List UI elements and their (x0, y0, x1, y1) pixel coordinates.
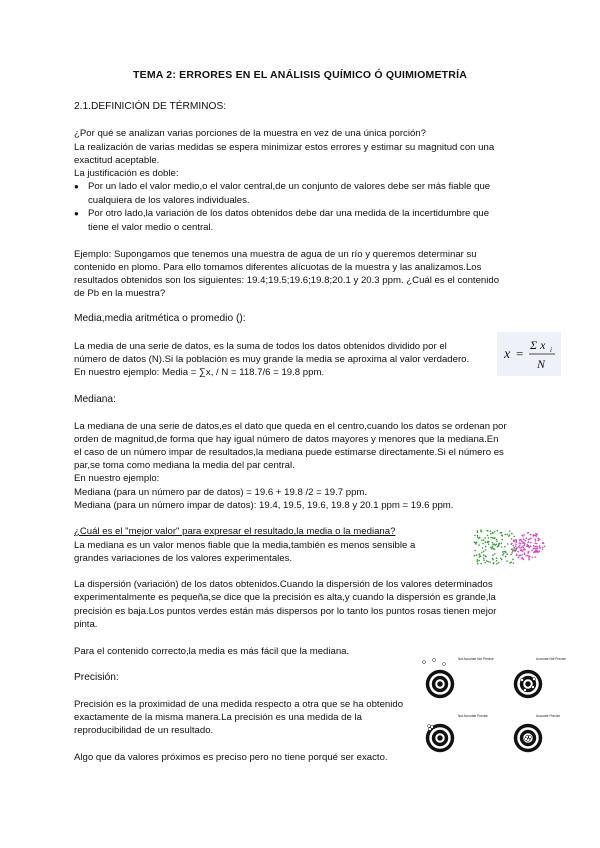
scatter-point-green (481, 552, 483, 554)
target-hit (423, 661, 426, 664)
scatter-point-green (514, 547, 516, 549)
scatter-point-pink (535, 539, 537, 541)
scatter-point-pink (535, 535, 537, 537)
scatter-point-pink (519, 544, 521, 546)
target-hit (525, 738, 528, 741)
scatter-point-pink (525, 540, 527, 542)
scatter-point-green (512, 559, 514, 561)
scatter-point-green (504, 534, 506, 536)
scatter-point-pink (543, 543, 545, 545)
scatter-point-pink (527, 532, 529, 534)
scatter-point-green (494, 553, 496, 555)
scatter-point-green (479, 556, 481, 558)
scatter-point-green (500, 557, 502, 559)
scatter-point-pink (524, 549, 526, 551)
scatter-point-pink (532, 557, 534, 559)
media-line: La media de una serie de datos, es la suma de todos los datos obtenidos dividido por el (74, 341, 447, 352)
contenido-line: Para el contenido correcto,la media es más fácil que la mediana. (74, 646, 350, 657)
scatter-point-green (489, 561, 491, 563)
scatter-point-green (506, 553, 508, 555)
scatter-point-pink (540, 547, 542, 549)
scatter-point-green (490, 533, 492, 535)
scatter-point-green (505, 556, 507, 558)
intro-line: exactitud aceptable. (74, 155, 160, 166)
scatter-point-pink (536, 543, 538, 545)
scatter-point-green (490, 547, 492, 549)
list-item-text: ● Por otro lado,la variación de los datos obtenidos debe dar una medida de la incertidumbre que (88, 208, 490, 220)
scatter-point-green (484, 562, 486, 564)
example-line: contenido en plomo. Para ello tomamos diferentes alícuotas de la muestra y las analizamos.Los (74, 262, 482, 273)
target-hit (433, 659, 436, 662)
scatter-point-pink (511, 543, 513, 545)
mediana-line: Mediana (para un número impar de datos): 19.4, 19.5, 19.6, 19.8 y 20.1 ppm = 19.6 ppm. (74, 500, 454, 511)
scatter-point-pink (534, 551, 536, 553)
scatter-point-green (508, 535, 510, 537)
scatter-point-pink (531, 550, 533, 552)
scatter-point-green (475, 542, 477, 544)
precision-line: Precisión es la proximidad de una medida respecto a otra que se ha obtenido (74, 699, 404, 710)
scatter-point-pink (533, 548, 535, 550)
mediana-line: el caso de un número impar de resultados,la mediana puede estimarse directamente.Si el número es (74, 447, 504, 458)
scatter-point-pink (528, 551, 530, 553)
scatter-point-green (494, 538, 496, 540)
dispersion-scatter-image (456, 522, 566, 570)
scatter-point-green (498, 543, 500, 545)
scatter-point-green (477, 535, 479, 537)
scatter-point-green (487, 535, 489, 537)
scatter-point-pink (515, 550, 517, 552)
scatter-point-green (493, 563, 495, 565)
scatter-point-green (501, 546, 503, 548)
scatter-point-green (496, 539, 498, 541)
target-hit (521, 679, 524, 682)
scatter-point-green (507, 543, 509, 545)
scatter-point-pink (523, 552, 525, 554)
scatter-point-pink (538, 540, 540, 542)
precision-heading: Precisión: (74, 672, 119, 683)
scatter-point-pink (518, 557, 520, 559)
scatter-point-pink (537, 538, 539, 540)
scatter-point-pink (530, 545, 532, 547)
scatter-point-green (494, 544, 496, 546)
scatter-point-green (479, 537, 481, 539)
scatter-point-green (490, 530, 492, 532)
bullseye-target (426, 670, 454, 698)
scatter-point-pink (533, 545, 535, 547)
scatter-point-green (477, 532, 479, 534)
scatter-point-pink (544, 546, 546, 548)
target-hit (431, 726, 434, 729)
scatter-point-green (478, 560, 480, 562)
formula-denominator: N (537, 357, 546, 371)
scatter-point-pink (529, 556, 531, 558)
scatter-point-green (498, 545, 500, 547)
scatter-point-green (474, 555, 476, 557)
formula-equals: = (516, 346, 524, 361)
scatter-point-green (480, 529, 482, 531)
scatter-point-pink (522, 551, 524, 553)
scatter-point-green (485, 541, 487, 543)
dispersion-line: precisión es baja.Los puntos verdes están más dispersos por lo tanto los puntos rosas tienen mejor (74, 606, 497, 617)
dispersion-line: pinta. (74, 619, 98, 630)
accuracy-precision-targets-image (418, 654, 566, 764)
scatter-point-pink (517, 551, 519, 553)
scatter-point-pink (542, 549, 544, 551)
scatter-point-green (485, 549, 487, 551)
scatter-point-green (492, 542, 494, 544)
scatter-point-pink (530, 534, 532, 536)
section-heading: 2.1.DEFINICIÓN DE TÉRMINOS: (74, 101, 227, 112)
list-item-text: ● Por un lado el valor medio,o el valor central,de un conjunto de valores debe ser más fiable que (88, 181, 491, 192)
scatter-point-pink (516, 549, 518, 551)
target-hit (524, 689, 527, 692)
scatter-point-pink (521, 547, 523, 549)
media-line: número de datos (N).Si la población es muy grande la media se aproxima al valor verdadero. (74, 354, 470, 365)
scatter-point-green (502, 554, 504, 556)
scatter-point-green (496, 560, 498, 562)
best-value-line: grandes variaciones de los valores experimentales. (74, 553, 293, 564)
target-hit (533, 678, 536, 681)
scatter-point-pink (539, 539, 541, 541)
scatter-point-green (483, 559, 485, 561)
scatter-point-green (492, 559, 494, 561)
scatter-point-pink (529, 546, 531, 548)
scatter-point-pink (519, 555, 521, 557)
scatter-point-pink (533, 534, 535, 536)
scatter-point-green (477, 561, 479, 563)
scatter-point-pink (521, 558, 523, 560)
scatter-point-green (484, 537, 486, 539)
scatter-point-pink (528, 559, 530, 561)
example-line: de Pb en la muestra? (74, 288, 166, 299)
scatter-point-green (514, 548, 516, 550)
target-label-not-accurate-not-precise: Not Accurate Not Precise (458, 657, 494, 661)
scatter-point-green (480, 563, 482, 565)
scatter-point-green (510, 554, 512, 556)
algo-line: Algo que da valores próximos es preciso pero no tiene porqué ser exacto. (74, 752, 388, 763)
mediana-line: En nuestro ejemplo: (74, 473, 160, 484)
scatter-point-pink (536, 534, 538, 536)
scatter-point-green (485, 555, 487, 557)
intro-line: La justificación es doble: (74, 168, 179, 179)
scatter-point-pink (523, 549, 525, 551)
media-line: En nuestro ejemplo: Media = ∑x, / N = 118.7/6 = 19.8 ppm. (74, 367, 325, 378)
scatter-point-green (502, 551, 504, 553)
scatter-point-pink (535, 540, 537, 542)
target-hit (532, 686, 535, 689)
scatter-point-pink (522, 554, 524, 556)
scatter-point-green (511, 538, 513, 540)
target-label-accurate-precise: Accurate Precise (536, 714, 561, 718)
scatter-point-pink (512, 548, 514, 550)
scatter-point-green (504, 546, 506, 548)
scatter-point-pink (527, 544, 529, 546)
dispersion-line: experimentalmente es pequeña,se dice que la precisión es alta,y cuando la dispersión es grande,la (74, 592, 496, 603)
scatter-point-green (488, 543, 490, 545)
scatter-point-pink (523, 559, 525, 561)
scatter-point-pink (525, 555, 527, 557)
scatter-point-green (492, 554, 494, 556)
scatter-point-pink (535, 542, 537, 544)
scatter-point-green (496, 540, 498, 542)
scatter-point-pink (522, 545, 524, 547)
example-line: Ejemplo: Supongamos que tenemos una muestra de agua de un río y queremos determinar su (74, 249, 477, 260)
scatter-point-green (492, 548, 494, 550)
scatter-point-green (502, 535, 504, 537)
scatter-point-green (485, 546, 487, 548)
scatter-point-green (501, 539, 503, 541)
target-label-accurate-not-precise: Accurate Not Precise (536, 657, 566, 661)
scatter-point-green (487, 530, 489, 532)
scatter-point-green (474, 535, 476, 537)
scatter-point-pink (520, 539, 522, 541)
list-item (74, 180, 524, 207)
scatter-point-green (513, 562, 515, 564)
scatter-point-pink (528, 557, 530, 559)
scatter-point-pink (514, 539, 516, 541)
best-value-line: La mediana es un valor menos fiable que la media,también es menos sensible a (74, 540, 416, 551)
list-item-text: tiene el valor medio o central. (88, 221, 214, 233)
target-hit (428, 725, 431, 728)
scatter-point-green (506, 560, 508, 562)
scatter-point-pink (523, 534, 525, 536)
scatter-point-pink (521, 540, 523, 542)
mediana-line: par,se toma como mediana la media del par central. (74, 460, 295, 471)
scatter-point-pink (526, 537, 528, 539)
dispersion-line: La dispersión (variación) de los datos obtenidos.Cuando la dispersión de los valores determinados (74, 579, 493, 590)
scatter-point-green (479, 553, 481, 555)
scatter-point-pink (519, 547, 521, 549)
scatter-point-green (503, 551, 505, 553)
scatter-point-green (510, 561, 512, 563)
scatter-point-green (476, 559, 478, 561)
scatter-point-green (496, 557, 498, 559)
scatter-point-green (477, 536, 479, 538)
scatter-point-pink (539, 550, 541, 552)
scatter-point-green (501, 559, 503, 561)
scatter-point-green (487, 541, 489, 543)
scatter-point-pink (516, 547, 518, 549)
scatter-point-green (482, 543, 484, 545)
scatter-point-green (483, 539, 485, 541)
scatter-point-green (477, 563, 479, 565)
formula-subscript: i (550, 346, 552, 354)
mediana-line: orden de magnitud,de forma que hay igual número de datos mayores y menores que la mediana.En (74, 434, 499, 445)
intro-line: La realización de varias medidas se espera minimizar estos errores y estimar su magnitud con una (74, 142, 495, 153)
scatter-point-green (483, 557, 485, 559)
scatter-point-pink (519, 542, 521, 544)
scatter-point-pink (534, 556, 536, 558)
scatter-point-green (474, 550, 476, 552)
scatter-point-pink (513, 545, 515, 547)
scatter-point-green (488, 537, 490, 539)
scatter-point-green (499, 532, 501, 534)
intro-question: ¿Por qué se analizan varias porciones de la muestra en vez de una única porción? (74, 128, 426, 139)
scatter-point-green (494, 531, 496, 533)
list-item-text: cualquiera de los valores individuales. (88, 194, 250, 206)
scatter-point-pink (539, 545, 541, 547)
scatter-point-green (487, 561, 489, 563)
scatter-point-green (494, 548, 496, 550)
media-heading: Media,media aritmética o promedio (): (74, 313, 246, 324)
justification-list (74, 180, 524, 234)
scatter-point-pink (516, 540, 518, 542)
scatter-point-green (483, 551, 485, 553)
scatter-point-green (501, 532, 503, 534)
scatter-point-green (506, 534, 508, 536)
scatter-point-pink (513, 541, 515, 543)
document-title: TEMA 2: ERRORES EN EL ANÁLISIS QUÍMICO Ó QUIMIOMETRÍA (133, 69, 467, 81)
mediana-line: La mediana de una serie de datos,es el dato que queda en el centro,cuando los datos se ordenan por (74, 421, 507, 432)
scatter-point-green (503, 553, 505, 555)
precision-line: exactamente de la misma manera.La precisión es una medida de la (74, 712, 362, 723)
scatter-point-pink (522, 535, 524, 537)
scatter-point-green (476, 554, 478, 556)
scatter-point-green (501, 543, 503, 545)
mediana-line: Mediana (para un número par de datos) = 19.6 + 19.8 /2 = 19.7 ppm. (74, 487, 368, 498)
scatter-point-pink (530, 542, 532, 544)
scatter-point-pink (534, 546, 536, 548)
mean-formula-image (497, 332, 561, 376)
scatter-point-green (492, 546, 494, 548)
scatter-point-pink (523, 541, 525, 543)
scatter-point-pink (524, 544, 526, 546)
scatter-point-pink (515, 545, 517, 547)
precision-line: reproducibilidad de un resultado. (74, 725, 214, 736)
example-line: resultados obtenidos son los siguientes: 19.4;19.5;19.6;19.8;20.1 y 20.3 ppm. ¿Cuál es el contenido (74, 275, 500, 286)
scatter-point-pink (515, 544, 517, 546)
target-label-not-accurate-precise: Not Accurate Precise (458, 714, 488, 718)
scatter-point-pink (537, 548, 539, 550)
formula-numerator: Σ x (530, 338, 546, 352)
list-item (74, 207, 524, 234)
target-hit (529, 736, 532, 739)
scatter-point-green (496, 563, 498, 565)
scatter-point-green (511, 552, 513, 554)
scatter-point-green (509, 530, 511, 532)
scatter-point-green (477, 530, 479, 532)
scatter-point-green (490, 537, 492, 539)
scatter-point-green (482, 547, 484, 549)
scatter-point-green (481, 540, 483, 542)
scatter-point-green (497, 530, 499, 532)
scatter-point-green (513, 536, 515, 538)
scatter-point-pink (527, 555, 529, 557)
scatter-point-pink (542, 547, 544, 549)
scatter-point-green (491, 548, 493, 550)
scatter-point-pink (530, 537, 532, 539)
best-value-question: ¿Cuál es el "mejor valor" para expresar el resultado,la media o la mediana? (74, 526, 396, 537)
scatter-point-pink (520, 543, 522, 545)
scatter-point-pink (516, 554, 518, 556)
scatter-point-pink (528, 539, 530, 541)
scatter-point-green (486, 560, 488, 562)
scatter-point-pink (523, 538, 525, 540)
scatter-point-green (498, 562, 500, 564)
scatter-point-green (492, 532, 494, 534)
scatter-point-pink (535, 548, 537, 550)
scatter-point-green (511, 533, 513, 535)
formula-lhs: x (504, 347, 511, 362)
scatter-point-green (478, 544, 480, 546)
mediana-heading: Mediana: (74, 394, 116, 405)
scatter-point-pink (528, 545, 530, 547)
bullseye-target (514, 670, 542, 698)
scatter-point-pink (528, 541, 530, 543)
target-hit (443, 663, 446, 666)
scatter-point-green (483, 554, 485, 556)
